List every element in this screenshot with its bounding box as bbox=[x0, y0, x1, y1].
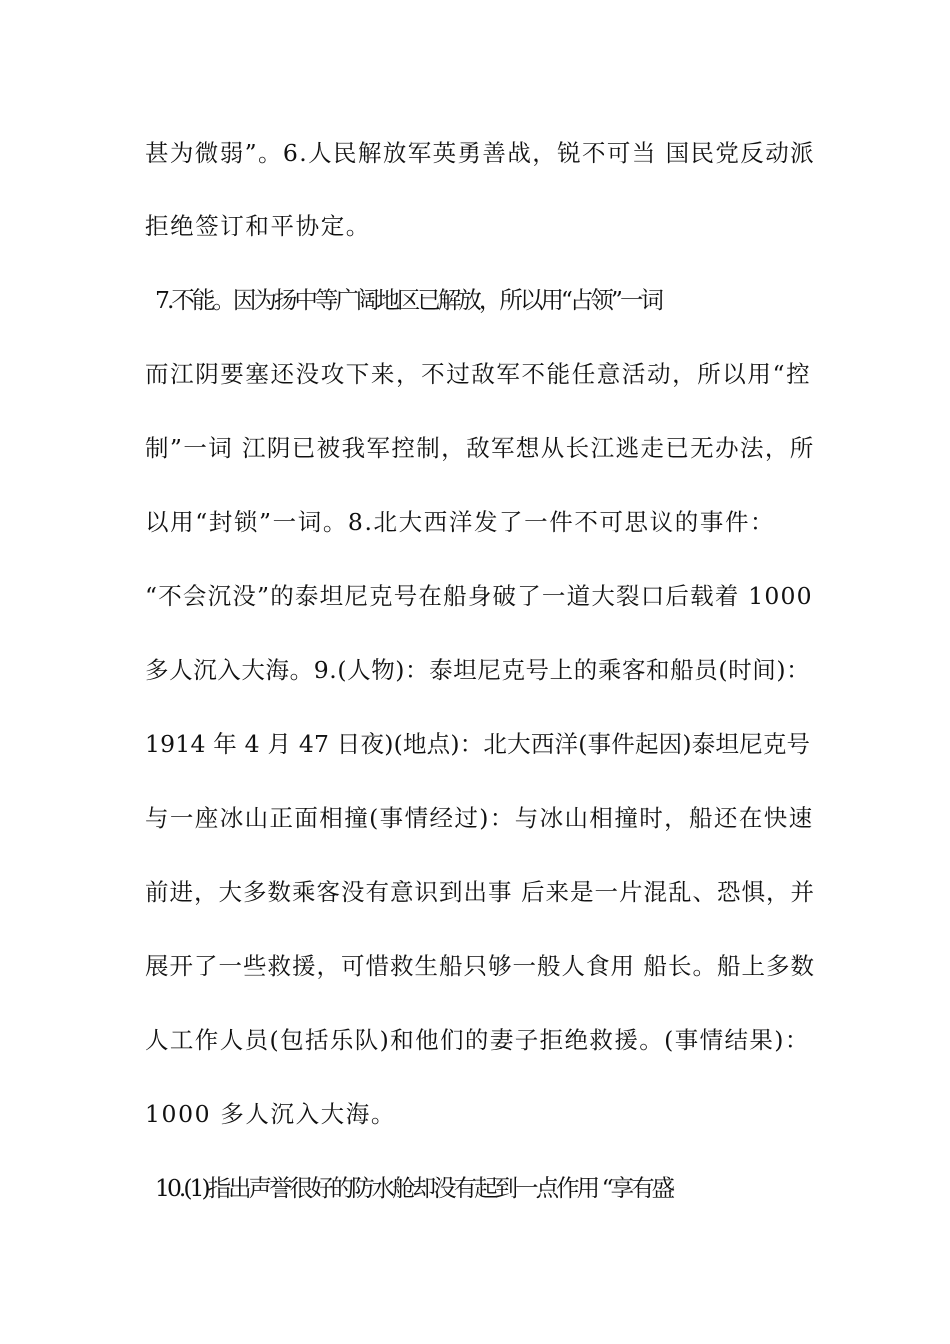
text-line: “不会沉没”的泰坦尼克号在船身破了一道大裂口后载着 1000 bbox=[145, 582, 813, 610]
text-line: 甚为微弱”。6.人民解放军英勇善战，锐不可当 国民党反动派 bbox=[145, 139, 816, 167]
text-line: 前进，大多数乘客没有意识到出事 后来是一片混乱、恐惧，并 bbox=[145, 878, 815, 906]
text-line: 以用“封锁”一词。8.北大西洋发了一件不可思议的事件： bbox=[145, 508, 776, 536]
text-line: 7.不能。因为扬中等广阔地区已解放，所以用“占领”一词 bbox=[155, 286, 661, 314]
text-line: 10.(1)指出声誉很好的防水舱却没有起到一点作用 “享有盛 bbox=[155, 1174, 673, 1202]
text-line: 1914 年 4 月 47 日夜)(地点)：北大西洋(事件起因)泰坦尼克号 bbox=[145, 730, 811, 758]
text-line: 人工作人员(包括乐队)和他们的妻子拒绝救援。(事情结果)： bbox=[145, 1026, 810, 1054]
text-line: 1000 多人沉入大海。 bbox=[145, 1100, 396, 1128]
text-line: 多人沉入大海。9.(人物)：泰坦尼克号上的乘客和船员(时间)： bbox=[145, 656, 811, 684]
text-line: 制”一词 江阴已被我军控制，敌军想从长江逃走已无办法，所 bbox=[145, 434, 815, 462]
text-line: 而江阴要塞还没攻下来，不过敌军不能任意活动，所以用“控 bbox=[145, 360, 812, 388]
text-line: 拒绝签订和平协定。 bbox=[145, 212, 371, 240]
text-line: 与一座冰山正面相撞(事情经过)：与冰山相撞时，船还在快速 bbox=[145, 804, 814, 832]
text-line: 展开了一些救援，可惜救生船只够一般人食用 船长。船上多数 bbox=[145, 952, 815, 980]
